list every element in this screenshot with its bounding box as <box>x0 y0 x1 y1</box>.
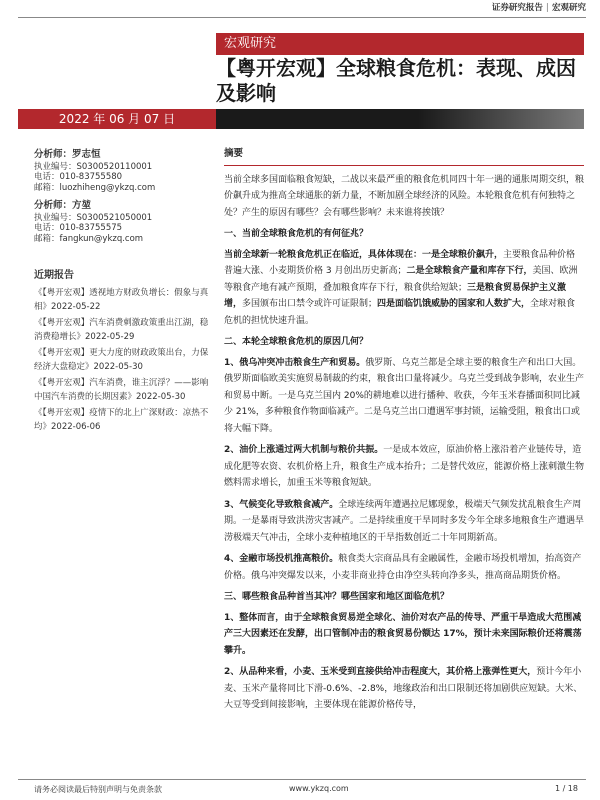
footer-website[interactable]: www.ykzq.com <box>289 784 349 793</box>
paragraph <box>224 355 584 438</box>
report-date: 2022 年 06 月 07 日 <box>18 109 216 129</box>
separator: | <box>545 3 549 13</box>
analyst-cert: 执业编号：S0300521050001 <box>34 212 153 223</box>
text: 主要粮食品种价格普遍大涨、小麦期货价格 3 月创出历史新高； <box>224 249 576 276</box>
analyst-email[interactable]: 邮箱：luozhiheng@ykzq.com <box>34 182 156 193</box>
bold-text: 四是面临饥饿威胁的国家和人数扩大， <box>377 299 531 309</box>
section-heading: 三、哪些粮食品种首当其冲？哪些国家和地区面临危机？ <box>224 592 450 602</box>
recent-report-link[interactable]: 《【粤开宏观】汽车消费，谁主沉浮？——影响中国汽车消费的长期因素》2022-05-30 <box>34 378 209 402</box>
analyst-phone: 电话：010-83755575 <box>34 223 123 233</box>
recent-report-link[interactable]: 《【粤开宏观】更大力度的财政政策出台，力保经济大盘稳定》2022-05-30 <box>34 348 209 372</box>
abstract-body <box>224 146 584 719</box>
analyst-phone: 电话：010-83755580 <box>34 172 123 182</box>
text: 俄罗斯、乌克兰都是全球主要的粮食生产和出口大国。俄罗斯面临欧美实施贸易制裁的约束，粮食出口量将减少。乌克兰受到战争影响，农业生产和贸易中断。一是乌克兰国内 20%的耕地难以进行播种、收获，今年玉米春播面积同比减少 21%，多种粮食作物面临减产。二是乌克兰出口遭遇军事封锁，运输受阻，粮食出口或将大幅下降。 <box>224 357 585 434</box>
abstract-heading: 摘要 <box>224 146 584 166</box>
text: 粮食类大宗商品具有金融属性，金融市场投机增加，抬高资产价格。俄乌冲突爆发以来，小麦非商业持仓由净空头转向净多头，推高商品期货价格。 <box>224 554 582 581</box>
footer-divider <box>18 779 586 780</box>
bold-text: 4、金融市场投机推高粮价。 <box>224 554 339 564</box>
decorative-bar <box>216 109 584 129</box>
page-number: 1 / 18 <box>554 784 578 793</box>
bold-text: 当前全球新一轮粮食危机正在临近，具体体现在：一是全球粮价飙升， <box>224 249 504 260</box>
report-title: 【粤开宏观】全球粮食危机：表现、成因及影响 <box>216 56 576 105</box>
recent-report-link[interactable]: 《【粤开宏观】透视地方财政负增长：假象与真相》2022-05-22 <box>34 288 209 312</box>
paragraph <box>224 551 584 584</box>
section-heading: 二、本轮全球粮食危机的原因几何？ <box>224 337 369 347</box>
section-tag: 宏观研究 <box>216 33 584 55</box>
text: 多国颁布出口禁令或许可证限制； <box>242 299 378 309</box>
bold-text: 2、从品种来看，小麦、玉米受到直接供给冲击程度大，其价格上涨弹性更大， <box>224 667 537 677</box>
header-category-bar <box>492 0 586 16</box>
text: 全球对粮食危机的担忧快速升温。 <box>224 299 576 326</box>
text: 一是成本效应，原油价格上涨沿着产业链传导，造成化肥等农资、农机价格上升，粮食生产成本抬升；二是替代效应，能源价格上涨刺激生物燃料需求增长，加重玉米等粮食短缺。 <box>224 445 585 488</box>
abstract-intro: 当前全球多国面临粮食短缺，二战以来最严重的粮食危机同四十年一遇的通胀周期交织，粮价飙升成为推高全球通胀的新力量，不断加剧全球经济的风险。本轮粮食危机有何独特之处？产生的原因有哪些？会有哪些影响？未来谁将挨饿？ <box>224 174 585 218</box>
report-category: 证券研究报告 <box>491 3 543 13</box>
sidebar <box>34 150 209 436</box>
recent-report-link[interactable]: 《【粤开宏观】汽车消费刺激政策重出江湖，稳消费稳增长》2022-05-29 <box>34 318 209 342</box>
analyst-card <box>34 150 209 193</box>
analyst-card <box>34 201 209 244</box>
bold-text: 二是全球粮食产量和库存下行， <box>406 266 533 276</box>
analyst-email[interactable]: 邮箱：fangkun@ykzq.com <box>34 233 144 244</box>
paragraph: 1、整体而言，由于全球粮食贸易逆全球化、油价对农产品的传导、严重干旱造成大范围减产三大因素还在发酵，出口管制冲击的粮食贸易份额达 17%，预计未来国际粮价还将震荡攀升。 <box>224 612 582 656</box>
text: 全球连续两年遭遇拉尼娜现象，极端天气频发扰乱粮食生产周期。一是暴雨导致洪涝灾害减产。二是持续重度干旱同时多发今年全球多地粮食生产遭遇旱涝极端天气冲击，全球小麦种植地区的干旱指数创近二十年同期新高。 <box>224 499 585 543</box>
bold-text: 1、俄乌冲突冲击粮食生产和贸易。 <box>224 357 366 368</box>
paragraph <box>224 664 584 714</box>
paragraph <box>224 497 584 547</box>
report-subcategory: 宏观研究 <box>551 3 586 13</box>
recent-reports-title: 近期报告 <box>34 270 74 281</box>
analyst-cert: 执业编号：S0300520110001 <box>34 161 153 172</box>
paragraph <box>224 247 584 330</box>
recent-report-link[interactable]: 《【粤开宏观】疫情下的北上广深财政：凉热不均》2022-06-06 <box>34 408 209 432</box>
analyst-name: 分析师：方堃 <box>34 200 92 211</box>
bold-text: 2、油价上涨通过两大机制与粮价共振。 <box>224 445 384 455</box>
text: 预计今年小麦、玉米产量将同比下滑-0.6%、-2.8%，地缘政治和出口限制还将加剧供应短缺。大米、大豆等受到间接影响，主要体现在能源价格传导， <box>224 667 583 710</box>
section-heading: 一、当前全球粮食危机的有何征兆？ <box>224 229 369 239</box>
bold-text: 三是粮食贸易保护主义激增， <box>224 282 567 309</box>
bold-text: 3、气候变化导致粮食减产。 <box>224 499 339 510</box>
header-divider <box>18 17 586 18</box>
analyst-name: 分析师：罗志恒 <box>34 149 101 160</box>
footer-disclaimer: 请务必阅读最后特别声明与免责条款 <box>34 785 162 794</box>
text: 美国、欧洲等粮食产地有减产预期，叠加粮食库存下行，粮食供给短缺； <box>224 266 578 293</box>
paragraph <box>224 442 584 492</box>
